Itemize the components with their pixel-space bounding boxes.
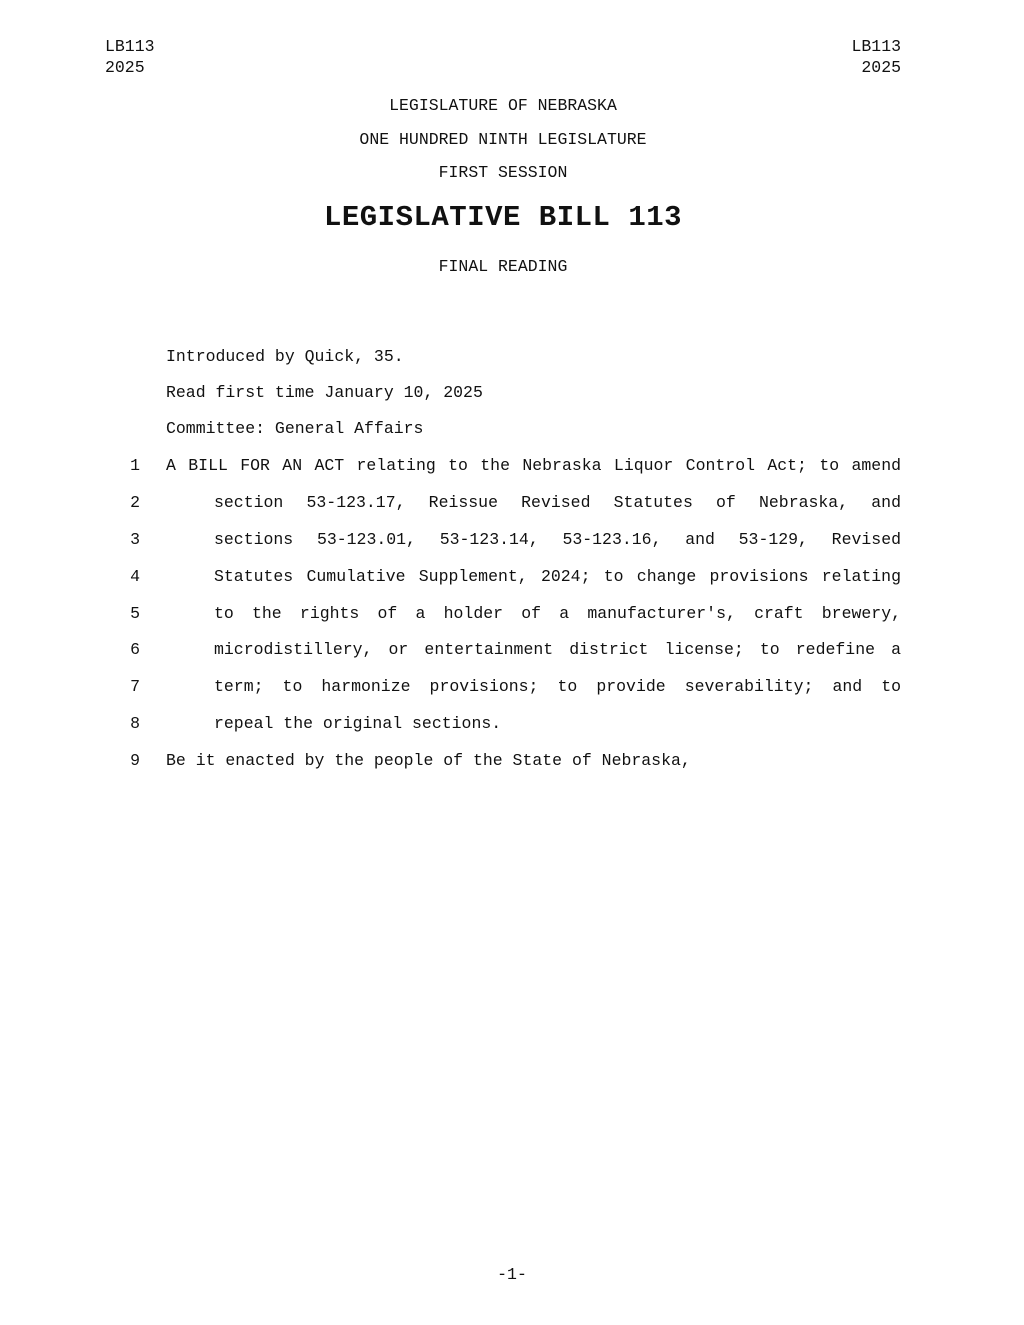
header-left-year: 2025: [105, 58, 145, 77]
read-first-time: Read first time January 10, 2025: [166, 383, 483, 402]
line-number: 8: [130, 714, 140, 733]
header-right-year: 2025: [861, 58, 901, 77]
bill-line: sections 53-123.01, 53-123.14, 53-123.16, and 53-129, Revised: [214, 530, 901, 549]
bill-line: microdistillery, or entertainment district license; to redefine a: [214, 640, 901, 659]
line-number: 9: [130, 751, 140, 770]
header-right: [850, 36, 901, 78]
enacting-clause: Be it enacted by the people of the State of Nebraska,: [166, 751, 691, 770]
line-number: 1: [130, 456, 140, 475]
line-number: 6: [130, 640, 140, 659]
header-right-bill: LB113: [851, 37, 901, 56]
page-number: -1-: [497, 1265, 527, 1284]
introduced-by: Introduced by Quick, 35.: [166, 347, 404, 366]
page-title: LEGISLATIVE BILL 113: [323, 201, 683, 234]
line-number: 5: [130, 604, 140, 623]
bill-line: term; to harmonize provisions; to provide severability; and to: [214, 677, 901, 696]
legislature-heading: LEGISLATURE OF NEBRASKA: [389, 96, 617, 115]
header-left: [105, 36, 155, 78]
line-number: 2: [130, 493, 140, 512]
bill-line: section 53-123.17, Reissue Revised Statutes of Nebraska, and: [214, 493, 901, 512]
line-number: 4: [130, 567, 140, 586]
bill-line: A BILL FOR AN ACT relating to the Nebraska Liquor Control Act; to amend: [166, 456, 901, 475]
bill-line: to the rights of a holder of a manufacturer's, craft brewery,: [214, 604, 901, 623]
committee: Committee: General Affairs: [166, 419, 424, 438]
header-left-bill: LB113: [105, 37, 155, 56]
bill-line: Statutes Cumulative Supplement, 2024; to change provisions relating: [214, 567, 901, 586]
line-number: 7: [130, 677, 140, 696]
line-number: 3: [130, 530, 140, 549]
bill-line: repeal the original sections.: [214, 714, 502, 733]
reading-status: FINAL READING: [438, 257, 568, 276]
session-name-heading: ONE HUNDRED NINTH LEGISLATURE: [359, 130, 647, 149]
session-heading: FIRST SESSION: [438, 163, 568, 182]
